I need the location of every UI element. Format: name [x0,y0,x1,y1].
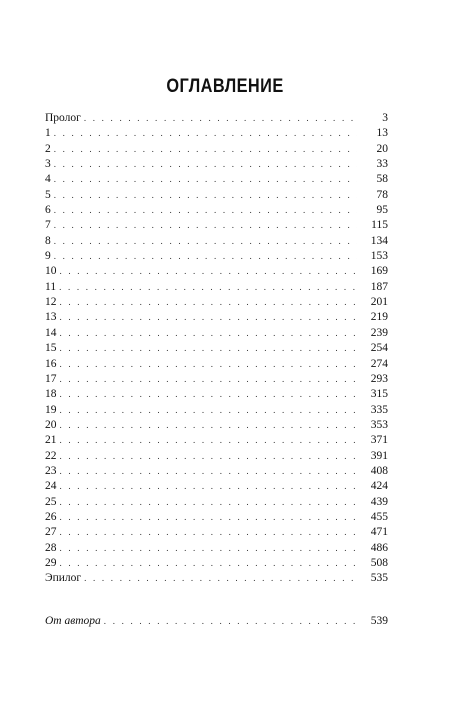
toc-leader-dots [60,510,358,525]
toc-entry [45,234,388,249]
toc-entry [45,418,388,433]
toc-entry [45,525,388,540]
toc-leader-dots [54,188,357,203]
toc-entry-label: Эпилог [45,572,82,585]
toc-entry-label: 8 [45,234,51,247]
toc-list [45,111,388,587]
toc-entry-page: 539 [370,615,388,627]
toc-entry-label: 7 [45,219,51,232]
toc-entry-page: 33 [376,158,388,171]
toc-entry-page: 20 [376,142,388,155]
toc-entry-page: 391 [370,449,388,462]
toc-entry-label: 24 [45,480,57,493]
toc-entry-page: 13 [376,127,388,140]
toc-leader-dots [104,614,357,629]
toc-entry-page: 293 [370,372,388,385]
toc-leader-dots [60,295,358,310]
toc-leader-dots [60,418,358,433]
toc-entry-label: 10 [45,265,57,278]
toc-entry-afterword [45,614,388,629]
toc-leader-dots [54,234,357,249]
toc-entry-page: 508 [370,556,388,569]
toc-entry [45,449,388,464]
toc-entry [45,188,388,203]
toc-leader-dots [60,264,358,279]
toc-entry [45,157,388,172]
toc-leader-dots [60,403,358,418]
toc-entry [45,126,388,141]
toc-entry-label: 6 [45,204,51,217]
toc-entry-label: 3 [45,158,51,171]
toc-entry-page: 95 [376,204,388,217]
toc-entry-label: 4 [45,173,51,186]
toc-entry-label: 19 [45,403,57,416]
toc-entry-page: 486 [370,541,388,554]
toc-leader-dots [84,111,357,126]
toc-entry [45,495,388,510]
toc-entry-page: 201 [370,296,388,309]
toc-entry-label: 25 [45,495,57,508]
toc-entry-label: 29 [45,556,57,569]
toc-entry-label: Пролог [45,112,81,124]
toc-entry [45,310,388,325]
toc-leader-dots [54,218,357,233]
toc-entry-page: 3 [382,112,388,124]
toc-entry [45,172,388,187]
toc-entry-label: 2 [45,142,51,155]
toc-leader-dots [54,172,357,187]
toc-entry-label: 27 [45,526,57,539]
toc-leader-dots [54,203,357,218]
toc-entry-label: 17 [45,372,57,385]
toc-leader-dots [60,541,358,556]
toc-entry [45,556,388,571]
toc-entry [45,203,388,218]
toc-entry [45,479,388,494]
toc-entry-page: 335 [370,403,388,416]
toc-leader-dots [54,126,357,141]
toc-leader-dots [54,249,357,264]
toc-entry-label: 28 [45,541,57,554]
toc-entry-label: 22 [45,449,57,462]
toc-entry [45,142,388,157]
toc-entry-label: 15 [45,342,57,355]
toc-leader-dots [54,157,357,172]
toc-leader-dots [60,556,358,571]
toc-leader-dots [60,372,358,387]
toc-entry-page: 424 [370,480,388,493]
toc-entry-label: 11 [45,280,57,293]
toc-entry-page: 187 [370,280,388,293]
toc-entry [45,372,388,387]
toc-entry-label: 13 [45,311,57,324]
toc-leader-dots [60,495,358,510]
toc-leader-dots [60,464,358,479]
toc-entry-page: 254 [370,342,388,355]
toc-leader-dots [60,341,358,356]
toc-entry-label: 20 [45,418,57,431]
toc-entry [45,264,388,279]
toc-entry-page: 371 [370,434,388,447]
toc-leader-dots [60,433,358,448]
toc-entry [45,433,388,448]
toc-leader-dots [60,449,358,464]
toc-leader-dots [60,387,358,402]
toc-leader-dots [60,479,358,494]
toc-entry-label: 9 [45,250,51,263]
toc-entry-page: 274 [370,357,388,370]
toc-entry [45,111,388,126]
toc-leader-dots [54,142,357,157]
toc-entry [45,326,388,341]
toc-entry-label: 1 [45,127,51,140]
toc-entry-label: 12 [45,296,57,309]
toc-entry-label: 5 [45,188,51,201]
toc-entry [45,280,388,295]
toc-entry-label: 26 [45,510,57,523]
toc-entry-page: 153 [370,250,388,263]
toc-title: ОГЛАВЛЕНИЕ [166,76,284,97]
toc-entry-page: 471 [370,526,388,539]
toc-leader-dots [60,357,358,372]
toc-entry-page: 134 [370,234,388,247]
toc-entry-page: 58 [376,173,388,186]
toc-entry [45,571,388,586]
toc-entry-page: 78 [376,188,388,201]
toc-entry-label: От автора [45,615,101,627]
toc-entry-page: 219 [370,311,388,324]
toc-entry-label: 14 [45,326,57,339]
toc-entry [45,510,388,525]
toc-entry [45,218,388,233]
toc-entry [45,357,388,372]
toc-entry [45,341,388,356]
toc-entry [45,295,388,310]
toc-entry-page: 315 [370,388,388,401]
toc-entry-page: 439 [370,495,388,508]
toc-entry-page: 408 [370,464,388,477]
toc-leader-dots [60,326,358,341]
toc-entry-page: 115 [371,219,388,232]
toc-leader-dots [60,525,358,540]
toc-entry-label: 21 [45,434,57,447]
toc-leader-dots [84,571,357,586]
toc-entry [45,464,388,479]
toc-entry-page: 535 [370,572,388,585]
toc-entry [45,541,388,556]
toc-entry [45,403,388,418]
toc-entry-page: 353 [370,418,388,431]
toc-entry-label: 23 [45,464,57,477]
toc-leader-dots [59,280,357,295]
toc-entry-page: 239 [370,326,388,339]
toc-entry-page: 169 [370,265,388,278]
toc-entry [45,387,388,402]
toc-entry-label: 18 [45,388,57,401]
toc-leader-dots [60,310,358,325]
toc-entry-label: 16 [45,357,57,370]
toc-entry [45,249,388,264]
toc-entry-page: 455 [370,510,388,523]
